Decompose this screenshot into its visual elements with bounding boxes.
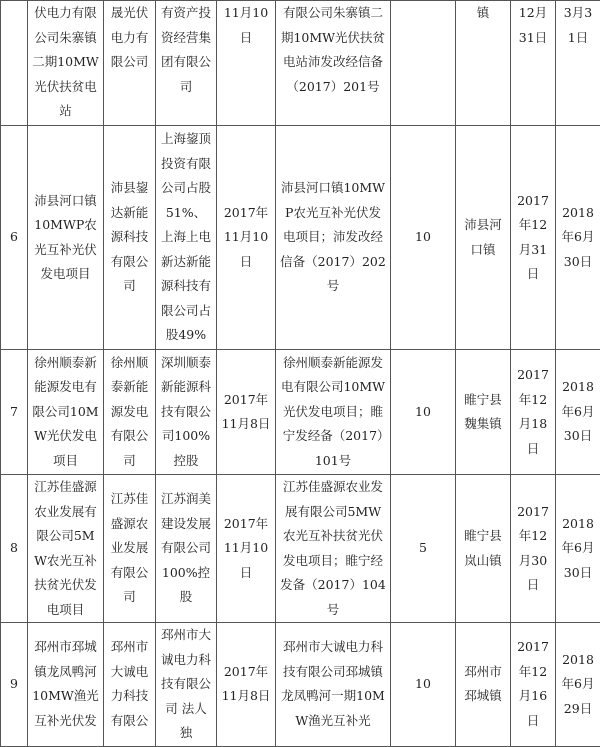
- shareholder: 邳州市大诚电力科技有限公司 法人独: [156, 623, 216, 746]
- capacity: 10: [391, 350, 456, 475]
- project-name: 沛县河口镇10MWP农光互补光伏发电项目: [28, 189, 103, 287]
- start-date: 2017年12月18日: [511, 363, 555, 461]
- project-name: 徐州顺泰新能源发电有限公司10MW光伏发电项目: [28, 351, 103, 474]
- shareholder: 有资产投资经营集团有限公司: [156, 1, 216, 99]
- filing-date: 2017年11月8日: [217, 660, 275, 709]
- end-date: 3月31日: [556, 1, 600, 50]
- location: 镇: [456, 1, 510, 26]
- company-name: 晟光伏电力有限公司: [104, 1, 155, 75]
- end-date: 2018年6月30日: [556, 512, 600, 586]
- row-index: 8: [1, 475, 28, 623]
- shareholder: 上海鋆顶投资有限公司占股51%、上海上电新达新能源科技有限公司占股49%: [156, 127, 216, 348]
- approval-number: 沛县河口镇10MWP农光互补光伏发电项目；沛发改经信备（2017）202号: [276, 176, 390, 299]
- project-name: 江苏佳盛源农业发展有限公司5MW农光互补扶贫光伏发电项目: [28, 475, 103, 622]
- approval-number: 江苏佳盛源农业发展有限公司5MW农光互补扶贫光伏发电项目；睢宁经发备（2017）104号: [276, 475, 390, 622]
- table-row: [1, 1, 600, 126]
- project-name: 邳州市邳城镇龙凤鸭河10MW渔光互补光伏发: [28, 635, 103, 733]
- approval-number: 邳州市大诚电力科技有限公司邳城镇龙凤鸭河一期10MW渔光互补光: [276, 635, 390, 733]
- location: 睢宁县魏集镇: [456, 388, 510, 437]
- project-name: 伏电力有限公司朱寨镇二期10MW光伏扶贫电站: [28, 1, 103, 124]
- row-index: 7: [1, 350, 28, 475]
- capacity: 10: [391, 623, 456, 747]
- end-date: 2018年6月30日: [556, 201, 600, 275]
- end-date: 2018年6月30日: [556, 375, 600, 449]
- capacity: 10: [391, 126, 456, 350]
- row-index: 6: [1, 126, 28, 350]
- location: 邳州市邳城镇: [456, 660, 510, 709]
- filing-date: 2017年11月8日: [217, 388, 275, 437]
- company-name: 徐州顺泰新能源发电有限公司: [104, 351, 155, 474]
- table-row: [1, 475, 600, 623]
- company-name: 邳州市大诚电力科技有限公: [104, 635, 155, 733]
- company-name: 江苏佳盛源农业发展有限公司: [104, 487, 155, 610]
- shareholder: 深圳顺泰新能源科技有限公司100%控股: [156, 351, 216, 474]
- row-index: [1, 1, 28, 126]
- location: 睢宁县岚山镇: [456, 524, 510, 573]
- filing-date: 2017年11月10日: [217, 512, 275, 586]
- capacity: [391, 1, 456, 126]
- start-date: 2017年12月30日: [511, 500, 555, 598]
- start-date: 2017年12月31日: [511, 189, 555, 287]
- row-index: 9: [1, 623, 28, 747]
- filing-date: 2017年11月10日: [217, 201, 275, 275]
- approval-number: 有限公司朱寨镇二期10MW光伏扶贫电站沛发改经信备（2017）201号: [276, 1, 390, 99]
- start-date: 2017年12月16日: [511, 635, 555, 733]
- table-row: [1, 350, 600, 475]
- table-row: [1, 623, 600, 747]
- capacity: 5: [391, 475, 456, 623]
- approval-number: 徐州顺泰新能源发电有限公司10MW光伏发电项目；睢宁发经备（2017）101号: [276, 351, 390, 474]
- location: 沛县河口镇: [456, 213, 510, 262]
- filing-date: 11月10日: [217, 1, 275, 50]
- start-date: 12月31日: [511, 1, 555, 50]
- company-name: 沛县鋆达新能源科技有限公司: [104, 176, 155, 299]
- shareholder: 江苏润美建设发展有限公司100%控股: [156, 487, 216, 610]
- table-row: [1, 126, 600, 350]
- end-date: 2018年6月29日: [556, 648, 600, 722]
